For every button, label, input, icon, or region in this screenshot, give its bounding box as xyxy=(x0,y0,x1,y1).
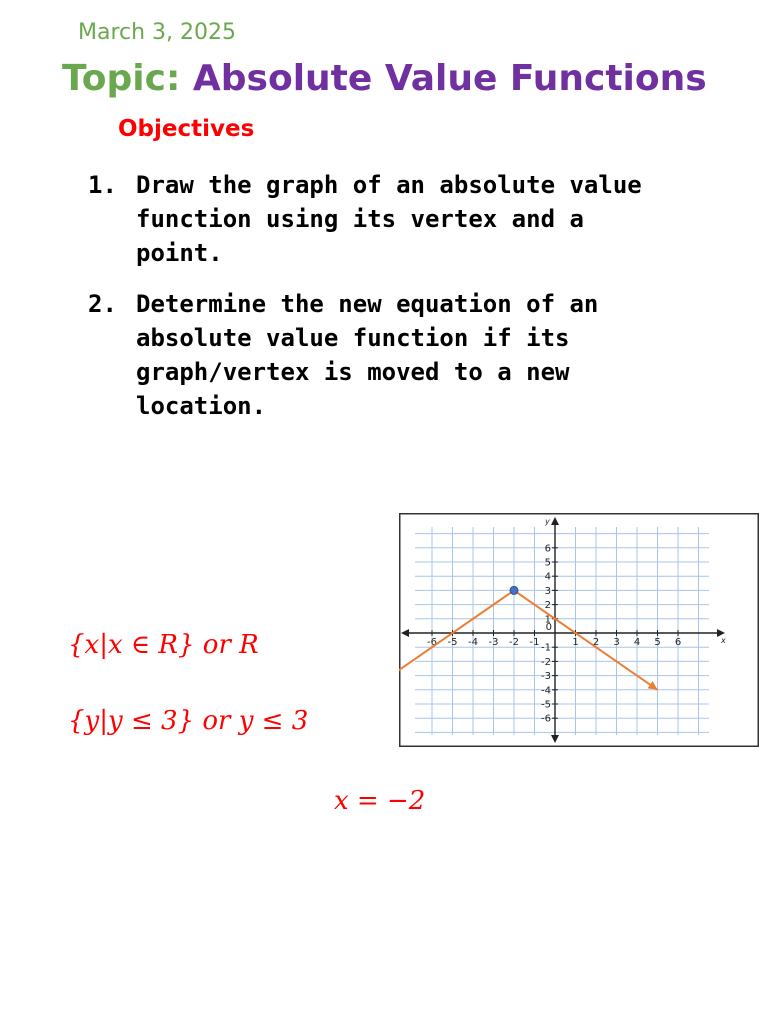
y-tick-label: 4 xyxy=(544,571,551,583)
x-tick-label: 3 xyxy=(613,637,620,648)
x-tick-label: 5 xyxy=(654,637,661,648)
y-tick-label: -2 xyxy=(541,656,551,668)
y-tick-label: 6 xyxy=(544,543,551,555)
y-tick-label: 5 xyxy=(544,557,551,569)
objective-item xyxy=(88,168,678,270)
y-tick-label: -3 xyxy=(541,671,551,683)
objectives-list xyxy=(88,168,678,440)
y-tick-label: 3 xyxy=(544,585,551,597)
y-axis-label: y xyxy=(545,517,550,526)
x-tick-label: 1 xyxy=(572,637,579,648)
x-tick-label: 4 xyxy=(633,637,641,648)
topic-title: Absolute Value Functions xyxy=(192,58,707,99)
x-tick-label: -3 xyxy=(488,637,499,648)
y-tick-label: -1 xyxy=(541,642,551,654)
y-tick-label: -6 xyxy=(541,713,551,725)
y-tick-label: 2 xyxy=(544,600,551,612)
objective-text: Determine the new equation of an absolute value function if its graph/vertex is moved to a new location. xyxy=(136,290,599,420)
x-tick-label: -1 xyxy=(529,637,540,648)
x-tick-label: -6 xyxy=(427,637,437,648)
x-tick-label: -5 xyxy=(447,637,458,648)
vertex-point xyxy=(510,586,518,594)
range-annotation: {y|y ≤ 3} or y ≤ 3 xyxy=(68,706,309,736)
x-tick-label: -2 xyxy=(509,637,519,648)
x-tick-label: -4 xyxy=(468,637,478,648)
y-tick-label: -4 xyxy=(541,685,551,697)
x-axis-label: x xyxy=(721,636,726,645)
page-title xyxy=(62,58,707,99)
objective-text: Draw the graph of an absolute value function using its vertex and a point. xyxy=(136,171,642,267)
y-tick-label: -5 xyxy=(541,699,551,711)
y-tick-label: 1 xyxy=(544,614,551,626)
absolute-value-graph xyxy=(399,513,759,747)
objective-item xyxy=(88,287,678,423)
objective-number: 2. xyxy=(88,290,117,318)
x-tick-label: 6 xyxy=(674,637,682,648)
axis-of-symmetry-annotation: x = −2 xyxy=(334,786,426,816)
graph-frame xyxy=(400,514,759,747)
objective-number: 1. xyxy=(88,171,117,199)
origin-label: 0 xyxy=(545,622,552,633)
objectives-heading: Objectives xyxy=(118,116,255,142)
topic-label: Topic: xyxy=(62,58,181,99)
x-tick-label: 2 xyxy=(592,637,600,648)
date: March 3, 2025 xyxy=(78,20,237,45)
domain-annotation: {x|x ∈ R} or R xyxy=(68,630,259,660)
